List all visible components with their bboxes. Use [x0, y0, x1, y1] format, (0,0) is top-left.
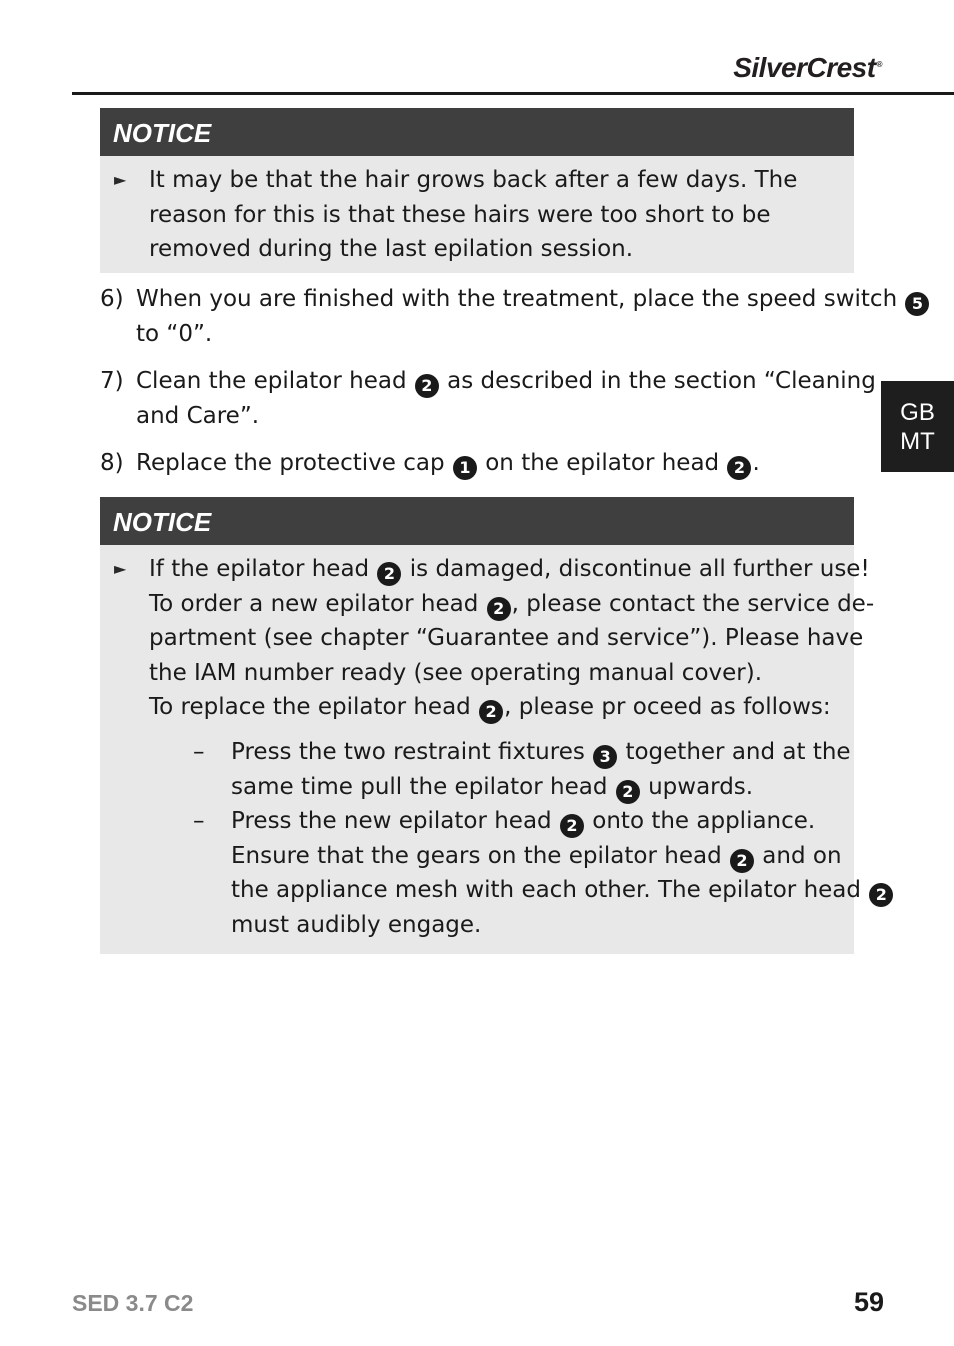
- notice-text-line: partment (see chapter “Guarantee and service”). Please have: [149, 625, 864, 652]
- brand-logo: [733, 52, 882, 84]
- sub-step-line: [231, 770, 834, 805]
- step-8: [100, 446, 860, 481]
- sub-step-line: [231, 873, 887, 908]
- notice-text-line: It may be that the hair grows back after a few days. The: [149, 167, 798, 193]
- ref-number-icon: 2: [487, 597, 511, 621]
- notice-text: , please contact the service de-: [511, 590, 875, 617]
- notice-text-line: reason for this is that these hairs were too short to be: [149, 201, 771, 228]
- notice-body: [100, 545, 887, 953]
- notice-title: NOTICE: [100, 497, 854, 545]
- bullet-arrow-icon: ►: [114, 559, 127, 578]
- step-text-line: and Care”.: [136, 402, 260, 429]
- notice-box-regrowth: [100, 108, 854, 273]
- brand-name: SilverCrest: [733, 52, 876, 83]
- notice-title: NOTICE: [100, 108, 854, 156]
- sub-step-text: and on: [762, 842, 842, 869]
- ref-number-icon: 5: [905, 292, 929, 316]
- ref-number-icon: 2: [479, 700, 503, 724]
- footer-model-number: SED 3.7 C2: [72, 1290, 194, 1316]
- notice-text: To replace the epilator head: [149, 694, 471, 721]
- language-tab: [881, 381, 954, 472]
- sub-step-text: Press the new epilator head: [231, 808, 552, 835]
- ref-number-icon: 2: [377, 562, 401, 586]
- notice-box-damaged-head: [100, 497, 887, 954]
- notice-text-line: [149, 587, 875, 622]
- registered-mark: ®: [876, 60, 882, 69]
- sub-step-line: [231, 839, 842, 874]
- step-text-line: to “0”.: [136, 320, 213, 347]
- step-number: 8): [100, 450, 124, 477]
- notice-text: , please pr oceed as follows:: [504, 694, 831, 721]
- notice-body: [100, 156, 854, 277]
- ref-number-icon: 2: [415, 374, 439, 398]
- language-code-mt: MT: [900, 427, 935, 455]
- notice-text: is damaged, discontinue all further use!: [409, 556, 870, 582]
- ref-number-icon: 2: [616, 780, 640, 804]
- step-6: [100, 282, 924, 351]
- notice-text-line: [149, 552, 870, 587]
- ref-number-icon: 2: [727, 456, 751, 480]
- sub-step-text: upwards.: [648, 773, 754, 800]
- ref-number-icon: 2: [869, 883, 893, 907]
- ref-number-icon: 2: [730, 849, 754, 873]
- ref-number-icon: 1: [453, 456, 477, 480]
- sub-step-text: Press the two restraint fixtures: [231, 738, 585, 765]
- sub-step-attach-head: [149, 804, 887, 942]
- step-text: .: [752, 450, 760, 477]
- sub-step-text: Ensure that the gears on the epilator head: [231, 842, 722, 869]
- step-number: 6): [100, 286, 124, 312]
- sub-step-text: onto the appliance.: [592, 808, 816, 835]
- step-7: [100, 364, 876, 433]
- page-number: 59: [853, 1287, 884, 1317]
- step-text-line: [136, 446, 860, 481]
- dash-bullet: –: [193, 738, 205, 765]
- header-rule: [72, 92, 954, 95]
- step-text: Clean the epilator head: [136, 368, 407, 395]
- sub-step-remove-head: [149, 735, 851, 804]
- step-text-line: [136, 364, 876, 399]
- sub-step-line: must audibly engage.: [231, 911, 482, 938]
- sub-step-text: same time pull the epilator head: [231, 773, 608, 800]
- step-text: When you are finished with the treatment, place the speed switch: [136, 286, 898, 312]
- sub-step-text: the appliance mesh with each other. The epilator head: [231, 877, 861, 904]
- bullet-arrow-icon: ►: [114, 170, 127, 189]
- step-text-line: [136, 282, 924, 317]
- step-text: as described in the section “Cleaning: [447, 368, 876, 395]
- notice-text: To order a new epilator head: [149, 590, 479, 617]
- notice-text-line: removed during the last epilation session.: [149, 236, 634, 263]
- language-code-gb: GB: [900, 398, 935, 426]
- ref-number-icon: 3: [593, 745, 617, 769]
- notice-text: If the epilator head: [149, 556, 370, 582]
- notice-text-line: the IAM number ready (see operating manual cover).: [149, 659, 763, 686]
- sub-step-line: [231, 804, 834, 839]
- ref-number-icon: 2: [560, 814, 584, 838]
- dash-bullet: –: [193, 808, 205, 835]
- sub-step-text: together and at the: [625, 738, 851, 765]
- step-text: on the epilator head: [485, 450, 720, 477]
- step-number: 7): [100, 368, 124, 395]
- step-text: Replace the protective cap: [136, 450, 445, 477]
- notice-text-line: [149, 690, 834, 725]
- sub-step-line: [231, 735, 851, 770]
